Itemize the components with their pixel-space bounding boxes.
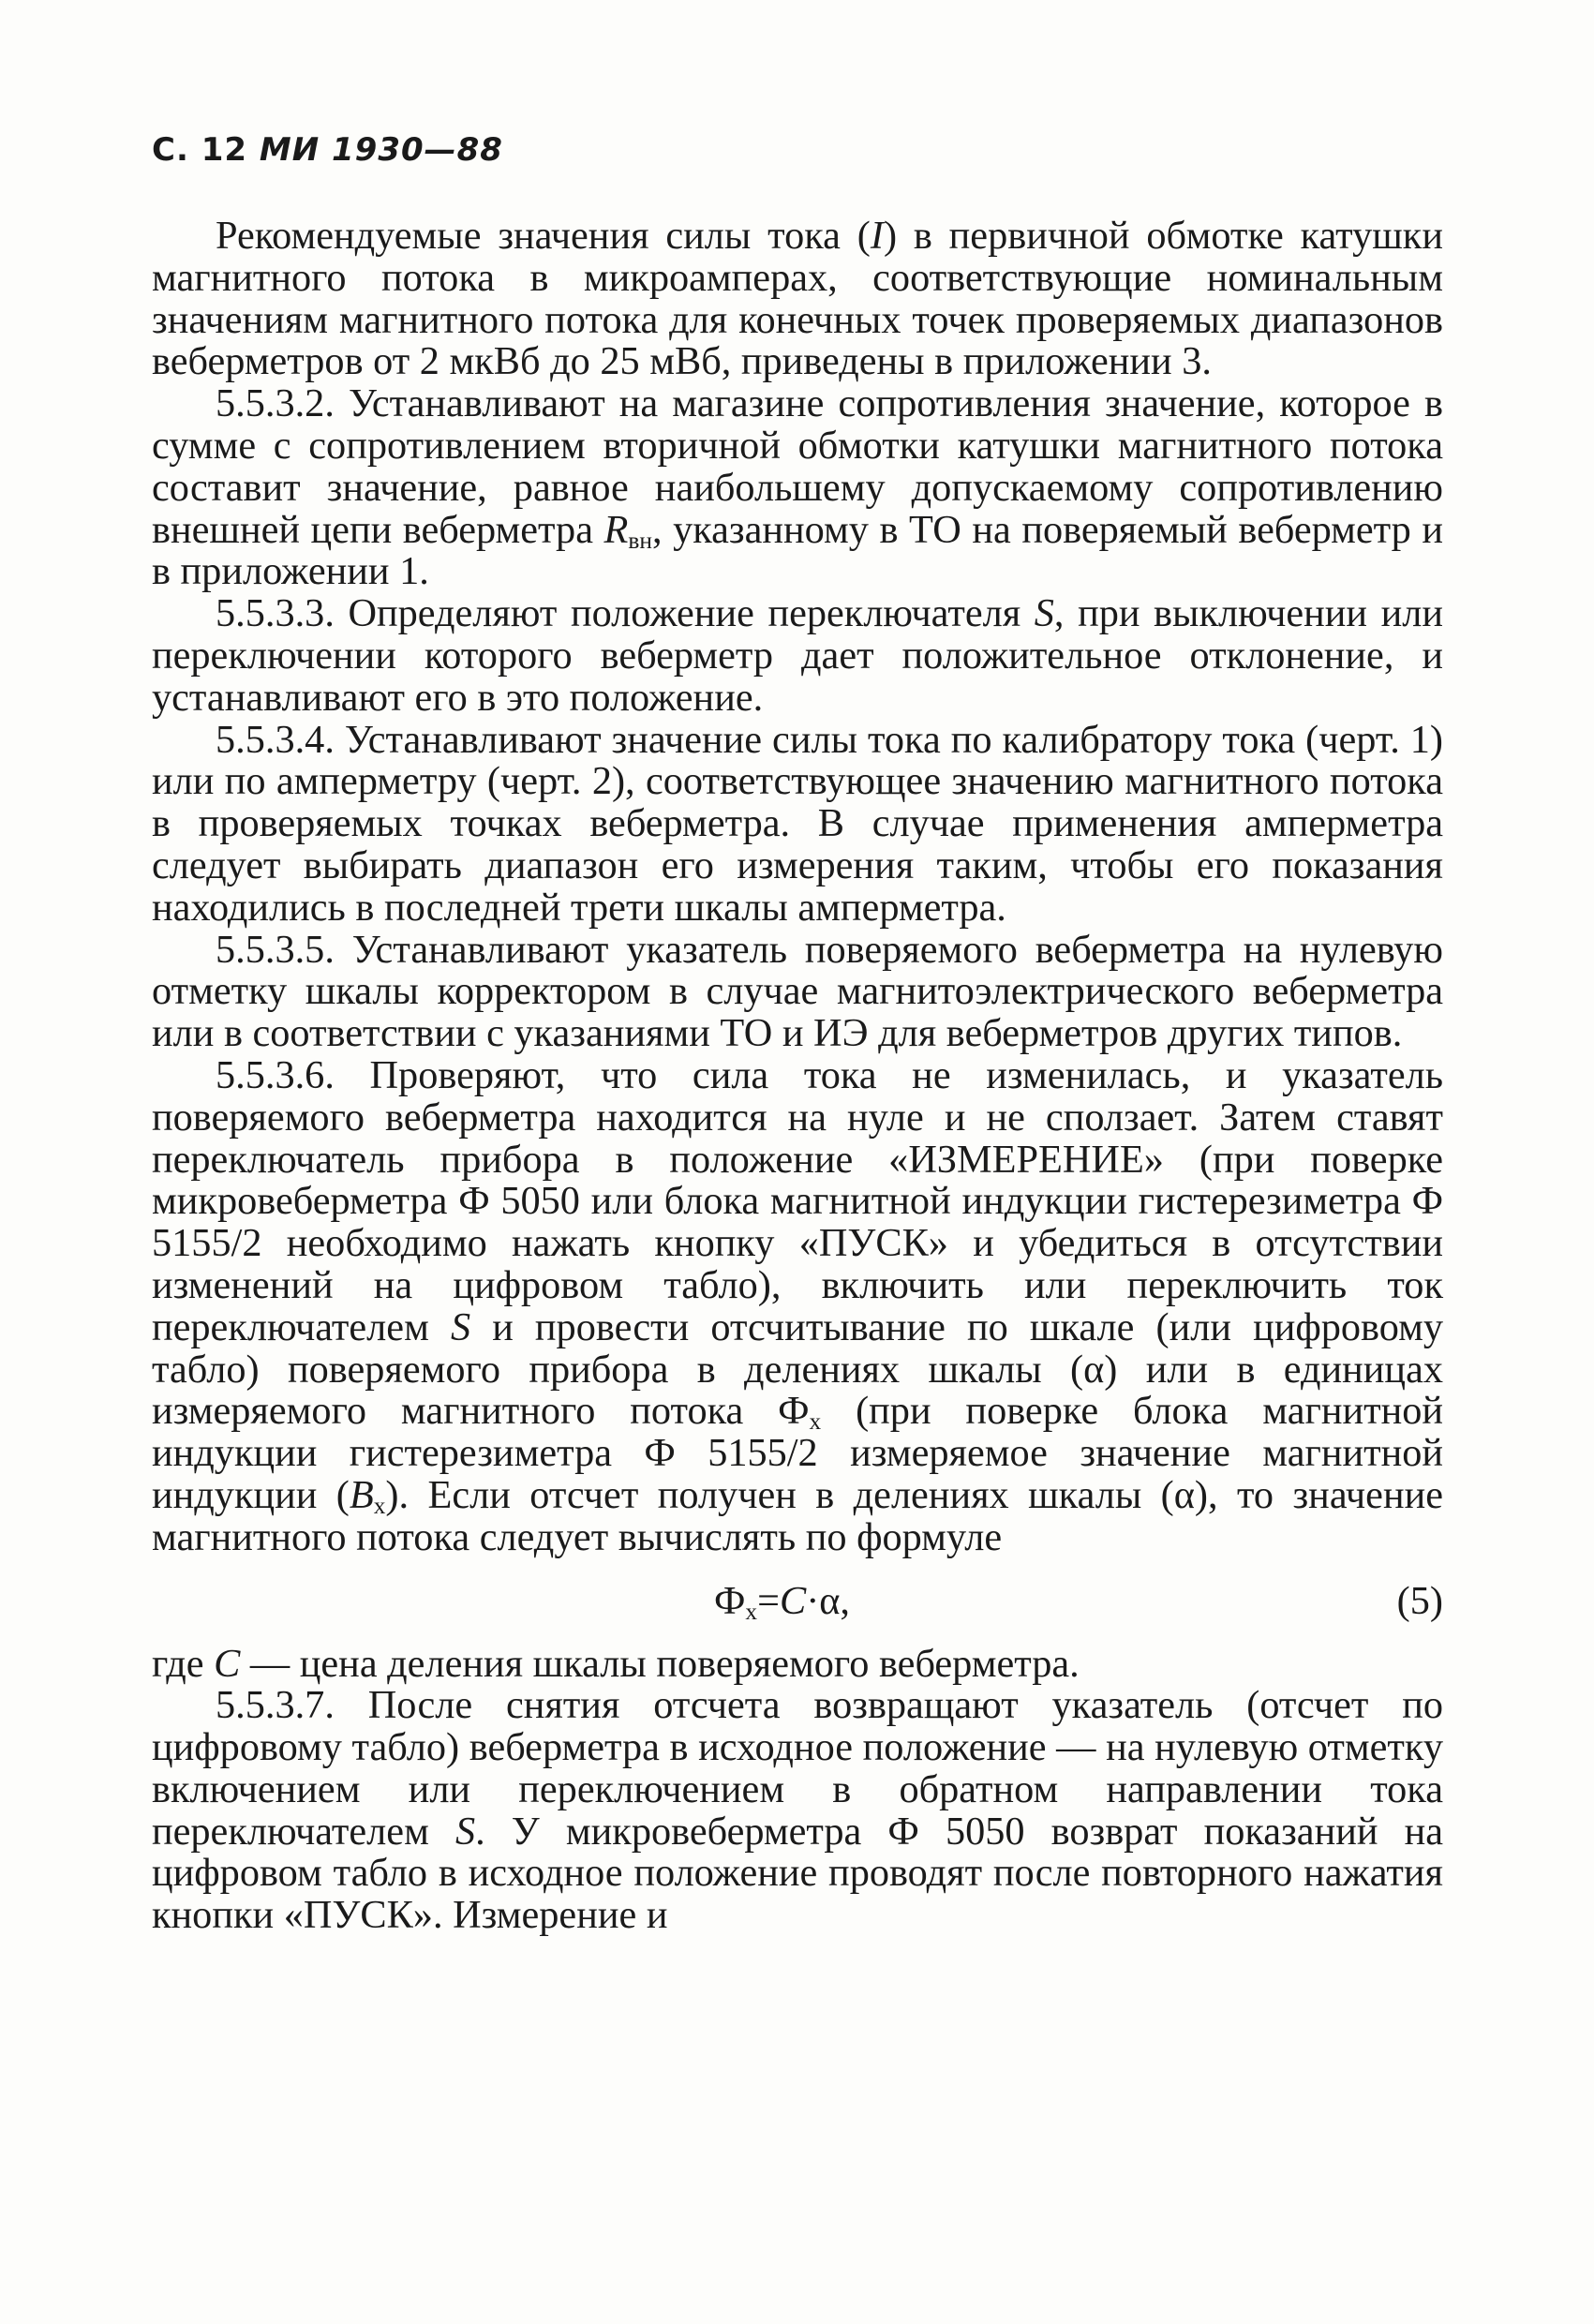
paragraph-5-5-3-4: 5.5.3.4. Устанавливают значение силы тока по калибратору тока (черт. 1) или по амперметру (черт. 2), соответствующее значению магнитного потока в проверяемых точках веберметра. В случае применения амперметра следует выбирать диапазон его измерения таким, чтобы его показания находились в последней трети шкалы амперметра. bbox=[152, 717, 1443, 930]
document-body bbox=[152, 216, 1443, 1937]
formula-number: (5) bbox=[1396, 1578, 1443, 1623]
page-number: С. 12 bbox=[152, 131, 248, 169]
paragraph-5-5-3-6: 5.5.3.6. Проверяют, что сила тока не изменилась, и указатель поверяемого веберметра находится на нуле и не сползает. Затем ставят переключатель прибора в положение «ИЗМЕРЕНИЕ» (при поверке микровеберметра Ф 5050 или блока магнитной индукции гистерезиметра Ф 5155/2 необходимо нажать кнопку «ПУСК» и убедиться в отсутствии изменений на цифровом табло), включить или переключить ток переключателем S и провести отсчитывание по шкале (или цифровому табло) поверяемого прибора в делениях шкалы (α) или в единицах измеряемого магнитного потока $Ф_x$ (при поверке блока магнитной индукции гистерезиметра Ф 5155/2 измеряемое значение магнитной индукции $(B_x)$. Если отсчет получен в делениях шкалы (α), то значение магнитного потока следует вычислять по формуле bbox=[152, 1052, 1443, 1559]
paragraph-5-5-3-5: 5.5.3.5. Устанавливают указатель поверяемого веберметра на нулевую отметку шкалы корректором в случае магнитоэлектрического веберметра или в соответствии с указаниями ТО и ИЭ для веберметров других типов. bbox=[152, 927, 1443, 1056]
formula-expression: $Ф_x=C\cdot\alpha$, bbox=[714, 1578, 851, 1625]
paragraph-5-5-3-3: 5.5.3.3. Определяют положение переключателя S, при выключении или переключении которого веберметр дает положительное отклонение, и устанавливают его в это положение. bbox=[152, 591, 1443, 720]
page-header bbox=[152, 131, 503, 169]
paragraph-where: где C — цена деления шкалы поверяемого веберметра. bbox=[152, 1641, 1080, 1686]
paragraph-current-values: Рекомендуемые значения силы тока (I) в первичной обмотке катушки магнитного потока в микроамперах, соответствующие номинальным значениям магнитного потока для конечных точек проверяемых диапазонов веберметров от 2 мкВб до 25 мВб, приведены в приложении 3. bbox=[152, 214, 1443, 384]
paragraph-5-5-3-2: 5.5.3.2. Устанавливают на магазине сопротивления значение, которое в сумме с сопротивлением вторичной обмотки катушки магнитного потока составит значение, равное наибольшему допускаемому сопротивлению внешней цепи веберметра $R_{вн}$, указанному в ТО на поверяемый веберметр и в приложении 1. bbox=[152, 381, 1443, 594]
paragraph-5-5-3-7: 5.5.3.7. После снятия отсчета возвращают указатель (отсчет по цифровому табло) веберметра в исходное положение — на нулевую отметку включением или переключением в обратном направлении тока переключателем S. У микровеберметра Ф 5050 возврат показаний на цифровом табло в исходное положение проводят после повторного нажатия кнопки «ПУСК». Измерение и bbox=[152, 1683, 1443, 1938]
formula-5 bbox=[152, 1559, 1443, 1644]
document-code: МИ 1930—88 bbox=[259, 131, 503, 169]
